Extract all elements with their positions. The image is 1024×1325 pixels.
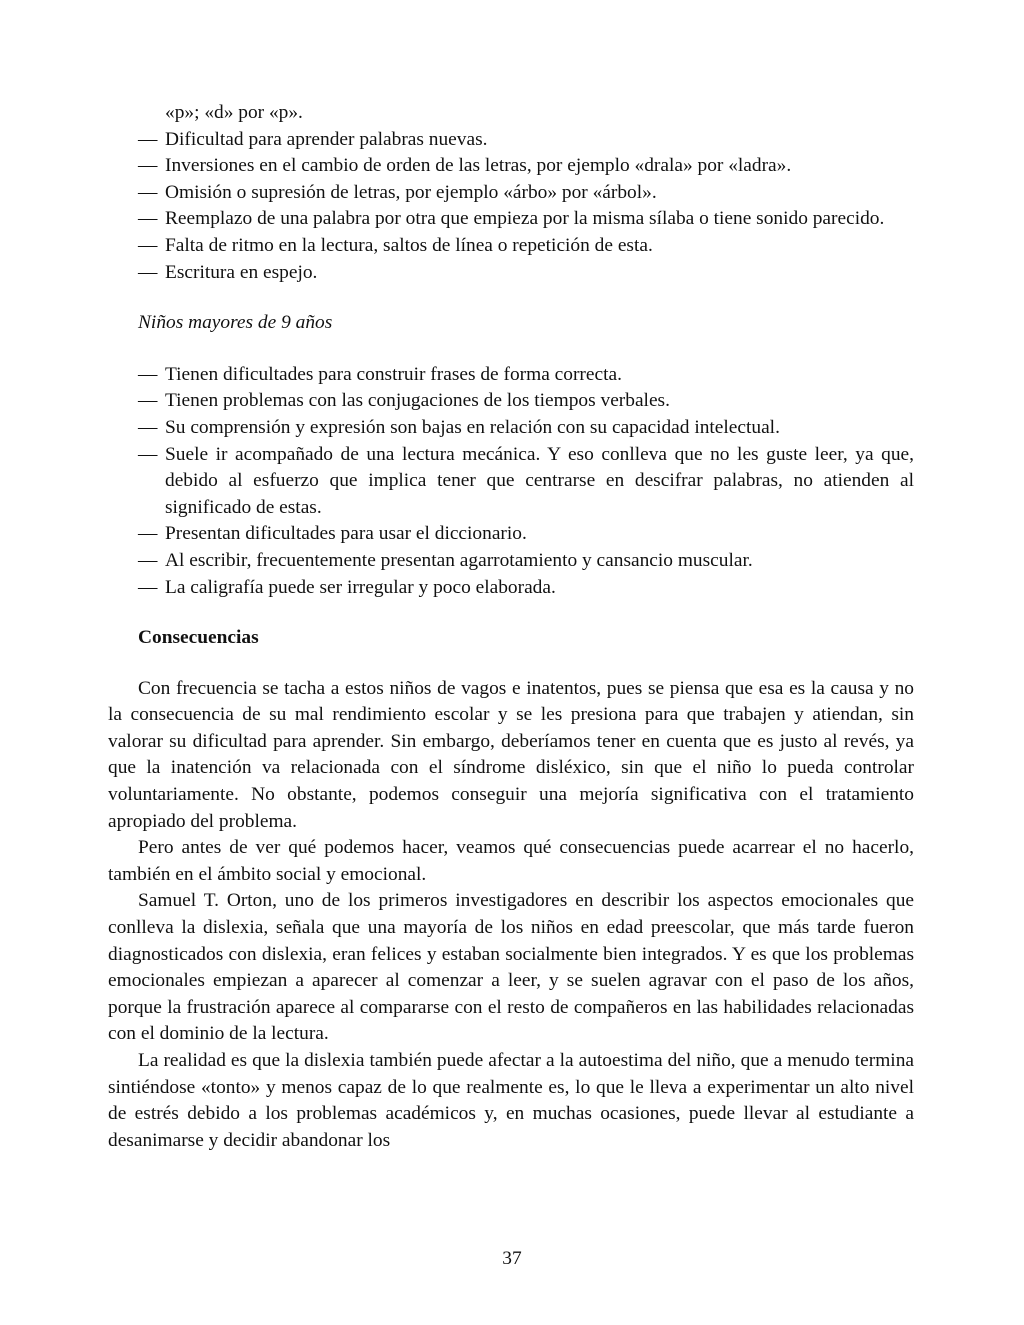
list-item	[108, 233, 914, 260]
list-item-text: Su comprensión y expresión son bajas en relación con su capacidad intelectual.	[165, 416, 780, 438]
list-item-text: Omisión o supresión de letras, por ejemplo «árbo» por «árbol».	[165, 181, 657, 203]
page-number: 37	[502, 1248, 522, 1269]
list-item-text: Reemplazo de una palabra por otra que empieza por la misma sílaba o tiene sonido parecido.	[165, 208, 885, 230]
list-item	[108, 180, 914, 207]
body-paragraph: Pero antes de ver qué podemos hacer, veamos qué consecuencias puede acarrear el no hacerlo, también en el ámbito social y emocional.	[108, 837, 914, 885]
dash-bullet: —	[138, 443, 158, 465]
list-continuation: «p»; «d» por «p».	[165, 102, 303, 123]
body-paragraph: Con frecuencia se tacha a estos niños de vagos e inatentos, pues se piensa que esa es la causa y no la consecuencia de su mal rendimiento escolar y se les presiona para que trabajen y atiendan, sin valorar su dificultad para aprender. Sin embargo, deberíamos tener en cuenta que es justo al revés, ya que la inatención va relacionada con el síndrome disléxico, sin que el niño lo pueda controlar voluntariamente. No obstante, podemos conseguir una mejoría significativa con el tratamiento apropiado del problema.	[108, 677, 914, 832]
dash-bullet: —	[138, 363, 158, 385]
dash-bullet: —	[138, 390, 158, 412]
list-item-text: Al escribir, frecuentemente presentan agarrotamiento y cansancio muscular.	[165, 549, 753, 571]
list-item	[108, 362, 914, 389]
list-item	[108, 442, 914, 522]
list-item	[108, 521, 914, 548]
dash-bullet: —	[138, 523, 158, 545]
list-item-text: Falta de ritmo en la lectura, saltos de línea o repetición de esta.	[165, 234, 653, 256]
list-item	[108, 548, 914, 575]
dash-bullet: —	[138, 181, 158, 203]
dash-bullet: —	[138, 155, 158, 177]
list-item	[108, 127, 914, 154]
page-body	[108, 100, 914, 1154]
dash-bullet: —	[138, 416, 158, 438]
list-item	[108, 153, 914, 180]
list-item-text: Tienen dificultades para construir frases de forma correcta.	[165, 363, 622, 385]
list-item	[108, 260, 914, 287]
dash-bullet: —	[138, 128, 158, 150]
body-paragraph: Samuel T. Orton, uno de los primeros investigadores en describir los aspectos emocionales que conlleva la dislexia, señala que una mayoría de los niños en edad preescolar, que más tarde fueron diagnosticados con dislexia, eran felices y estaban socialmente bien integrados. Y es que los problemas emocionales empiezan a aparecer al comenzar a leer, y se suelen agravar con el paso de los años, porque la frustración aparece al compararse con el resto de compañeros en las habilidades relacionadas con el dominio de la lectura.	[108, 890, 914, 1045]
list-item-text: Tienen problemas con las conjugaciones de los tiempos verbales.	[165, 390, 670, 412]
dash-bullet: —	[138, 261, 158, 283]
dash-bullet: —	[138, 549, 158, 571]
list-item-text: Suele ir acompañado de una lectura mecánica. Y eso conlleva que no les guste leer, ya que, debido al esfuerzo que implica tener que centrarse en descifrar palabras, no atienden al significado de estas.	[165, 443, 914, 518]
body-paragraph: La realidad es que la dislexia también puede afectar a la autoestima del niño, que a menudo termina sintiéndose «tonto» y menos capaz de lo que realmente es, lo que le lleva a experimentar un alto nivel de estrés debido a los problemas académicos y, en muchas ocasiones, puede llevar al estudiante a desanimarse y decidir abandonar los	[108, 1050, 914, 1151]
symptom-list-older	[108, 362, 914, 601]
list-item	[108, 575, 914, 602]
dash-bullet: —	[138, 234, 158, 256]
list-item-text: Presentan dificultades para usar el diccionario.	[165, 523, 527, 545]
list-item-text: Escritura en espejo.	[165, 261, 318, 283]
subheading: Niños mayores de 9 años	[138, 312, 333, 334]
list-item-text: Inversiones en el cambio de orden de las letras, por ejemplo «drala» por «ladra».	[165, 155, 792, 177]
section-heading: Consecuencias	[138, 627, 259, 649]
symptom-list-young	[108, 127, 914, 287]
dash-bullet: —	[138, 208, 158, 230]
list-item	[108, 415, 914, 442]
list-item-text: La caligrafía puede ser irregular y poco elaborada.	[165, 576, 556, 598]
list-item	[108, 206, 914, 233]
list-item	[108, 388, 914, 415]
list-item-text: Dificultad para aprender palabras nuevas.	[165, 128, 488, 150]
dash-bullet: —	[138, 576, 158, 598]
